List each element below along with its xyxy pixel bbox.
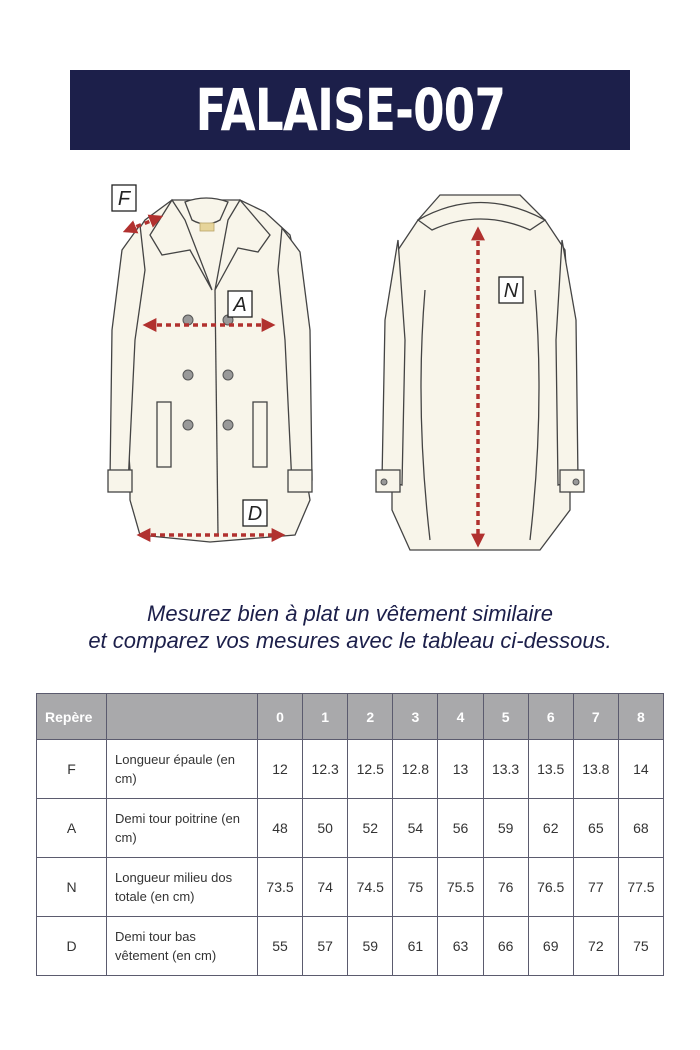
- table-cell: 74: [303, 858, 348, 917]
- table-cell: 13: [438, 740, 483, 799]
- header-size: 6: [528, 694, 573, 740]
- table-cell: 68: [618, 799, 663, 858]
- header-size: 3: [393, 694, 438, 740]
- table-cell: 61: [393, 917, 438, 976]
- instructions-line-1: Mesurez bien à plat un vêtement similaire: [147, 601, 553, 626]
- table-cell: 77.5: [618, 858, 663, 917]
- table-cell: 65: [573, 799, 618, 858]
- table-header-row: [37, 694, 664, 740]
- table-row: [37, 917, 664, 976]
- header-size: 4: [438, 694, 483, 740]
- table-cell: 74.5: [348, 858, 393, 917]
- table-cell: 62: [528, 799, 573, 858]
- table-cell: 63: [438, 917, 483, 976]
- table-cell: 12.8: [393, 740, 438, 799]
- table-cell: 77: [573, 858, 618, 917]
- table-cell: 52: [348, 799, 393, 858]
- header-size: 0: [258, 694, 303, 740]
- table-cell: 75: [618, 917, 663, 976]
- table-cell: 75.5: [438, 858, 483, 917]
- title-banner: [70, 70, 630, 150]
- table-cell: 69: [528, 917, 573, 976]
- coat-illustration: [100, 180, 600, 560]
- table-cell: 76.5: [528, 858, 573, 917]
- marker-n: N: [503, 280, 519, 302]
- row-label: Demi tour poitrine (en cm): [107, 799, 258, 858]
- table-cell: 13.8: [573, 740, 618, 799]
- table-cell: 48: [258, 799, 303, 858]
- table-cell: 76: [483, 858, 528, 917]
- row-label: Longueur milieu dos totale (en cm): [107, 858, 258, 917]
- table-cell: 55: [258, 917, 303, 976]
- table-cell: 12: [258, 740, 303, 799]
- header-size: 7: [573, 694, 618, 740]
- header-mark: Repère: [37, 694, 107, 740]
- header-size: 8: [618, 694, 663, 740]
- page-title: FALAISE-007: [195, 76, 505, 144]
- coat-front-view: [108, 198, 312, 542]
- row-label: Longueur épaule (en cm): [107, 740, 258, 799]
- table-cell: 59: [483, 799, 528, 858]
- table-row: [37, 799, 664, 858]
- table-cell: 72: [573, 917, 618, 976]
- marker-a: A: [233, 294, 247, 316]
- size-chart-table: [36, 693, 664, 976]
- instructions-line-2: et comparez vos mesures avec le tableau ci-dessous.: [88, 628, 612, 653]
- table-cell: 13.3: [483, 740, 528, 799]
- header-size: 5: [483, 694, 528, 740]
- coat-back-view: [376, 195, 584, 550]
- row-label: Demi tour bas vêtement (en cm): [107, 917, 258, 976]
- row-mark: D: [37, 917, 107, 976]
- table-cell: 54: [393, 799, 438, 858]
- table-cell: 50: [303, 799, 348, 858]
- measurement-instructions: [0, 600, 700, 654]
- row-mark: F: [37, 740, 107, 799]
- table-cell: 59: [348, 917, 393, 976]
- table-cell: 73.5: [258, 858, 303, 917]
- marker-f: F: [117, 188, 131, 210]
- table-cell: 12.5: [348, 740, 393, 799]
- table-cell: 75: [393, 858, 438, 917]
- marker-d: D: [247, 503, 263, 525]
- header-size: 2: [348, 694, 393, 740]
- table-cell: 56: [438, 799, 483, 858]
- table-cell: 12.3: [303, 740, 348, 799]
- row-mark: N: [37, 858, 107, 917]
- table-cell: 66: [483, 917, 528, 976]
- header-size: 1: [303, 694, 348, 740]
- row-mark: A: [37, 799, 107, 858]
- table-row: [37, 858, 664, 917]
- table-cell: 57: [303, 917, 348, 976]
- header-description: [107, 694, 258, 740]
- table-cell: 14: [618, 740, 663, 799]
- table-cell: 13.5: [528, 740, 573, 799]
- table-row: [37, 740, 664, 799]
